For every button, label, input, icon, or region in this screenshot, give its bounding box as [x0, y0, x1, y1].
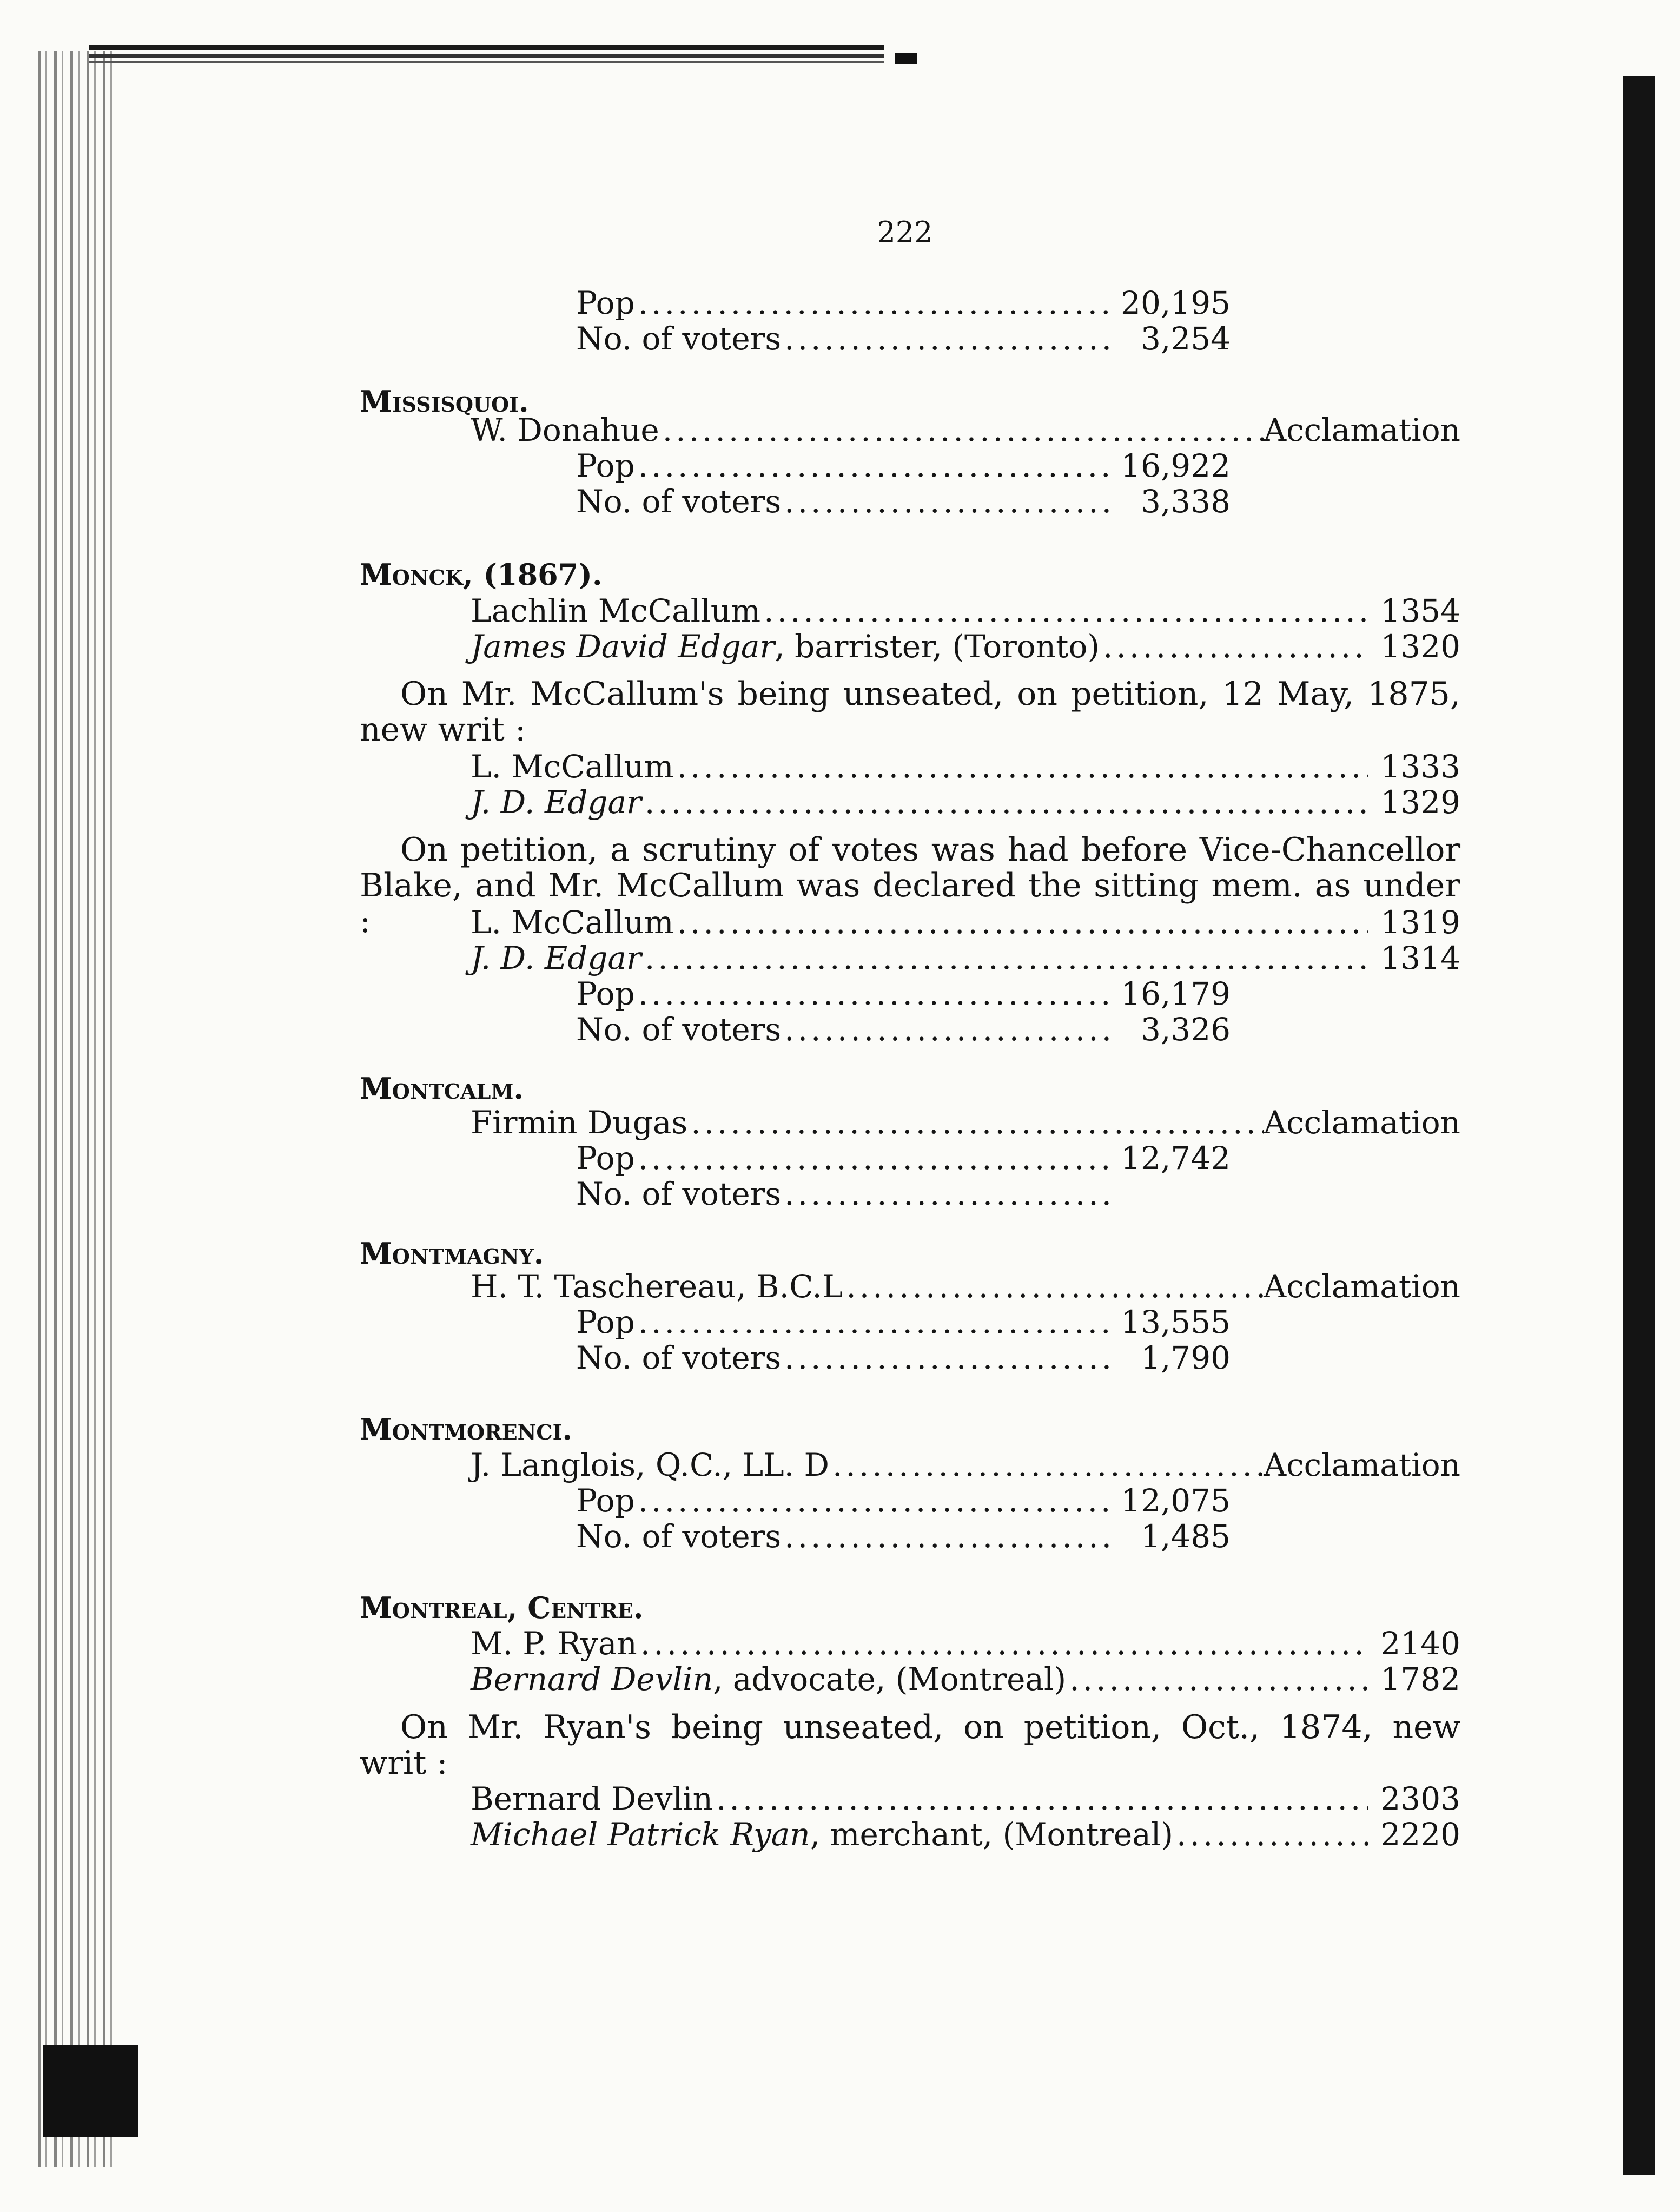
result: Acclamation: [1264, 1447, 1460, 1483]
montreal-candidate-4: [471, 1817, 1460, 1852]
pop-value: 13,555: [1121, 1304, 1231, 1341]
voters-value: 3,338: [1140, 483, 1231, 520]
pop-value: 12,742: [1121, 1140, 1231, 1177]
monck-candidate-1: [471, 593, 1460, 629]
voters-value: 3,254: [1140, 320, 1231, 357]
candidate-details: , advocate, (Montreal): [712, 1661, 1067, 1698]
section-heading-montmorenci: Montmorenci.: [360, 1412, 573, 1447]
pop-value: 20,195: [1121, 285, 1231, 321]
note-line: On Mr. McCallum's being unseated, on petition, 12 May, 1875,: [400, 675, 1460, 713]
note-line: On petition, a scrutiny of votes was had before Vice-Chancellor: [400, 831, 1460, 869]
candidate-name: J. D. Edgar: [471, 940, 641, 976]
votes: 1329: [1380, 784, 1460, 821]
monck-candidate-4: [471, 784, 1460, 820]
voters-label: No. of voters: [576, 1176, 782, 1212]
scan-left-edge: [38, 51, 119, 2167]
voters-value: 1,790: [1140, 1339, 1231, 1376]
votes: 1320: [1380, 628, 1460, 665]
montmorenci-pop-row: [576, 1483, 1231, 1518]
pop-value: 16,922: [1121, 447, 1231, 484]
pop-label: Pop: [576, 1304, 635, 1341]
votes: 1319: [1380, 904, 1460, 941]
candidate-name: Michael Patrick Ryan: [471, 1816, 810, 1853]
top-pop-row: [576, 285, 1231, 321]
scan-left-corner: [43, 2045, 138, 2137]
montmagny-voters-row: [576, 1340, 1231, 1376]
pop-label: Pop: [576, 1482, 635, 1519]
pop-label: Pop: [576, 285, 635, 321]
montcalm-pop-row: [576, 1140, 1231, 1176]
candidate-details: , barrister, (Toronto): [775, 628, 1100, 665]
pop-value: 12,075: [1121, 1482, 1231, 1519]
montreal-candidate-3: [471, 1781, 1460, 1817]
votes: 2140: [1380, 1625, 1460, 1662]
section-heading-montmagny: Montmagny.: [360, 1236, 544, 1271]
result: Acclamation: [1264, 1104, 1460, 1141]
votes: 2303: [1380, 1780, 1460, 1817]
monck-candidate-6: [471, 940, 1460, 976]
monck-candidate-3: [471, 749, 1460, 784]
section-heading-montcalm: Montcalm.: [360, 1071, 524, 1106]
voters-value: 3,326: [1140, 1011, 1231, 1048]
candidate-name: Bernard Devlin: [471, 1780, 713, 1817]
voters-label: No. of voters: [576, 320, 782, 357]
candidate-name: L. McCallum: [471, 748, 674, 785]
montreal-note: [360, 1709, 1460, 1781]
scan-top-edge: [89, 45, 884, 65]
candidate-name: J. Langlois, Q.C., LL. D: [471, 1447, 829, 1483]
candidate-name: Firmin Dugas: [471, 1104, 688, 1141]
voters-label: No. of voters: [576, 1339, 782, 1376]
pop-value: 16,179: [1121, 975, 1231, 1012]
candidate-name: L. McCallum: [471, 904, 674, 941]
monck-note-1: [360, 676, 1460, 748]
montmagny-winner-row: [471, 1269, 1460, 1304]
note-line: writ :: [360, 1744, 448, 1782]
monck-candidate-5: [471, 904, 1460, 940]
montcalm-winner-row: [471, 1105, 1460, 1140]
candidate-name: H. T. Taschereau, B.C.L: [471, 1268, 843, 1305]
voters-label: No. of voters: [576, 1518, 782, 1555]
section-heading-montreal-centre: Montreal, Centre.: [360, 1590, 644, 1625]
montmorenci-winner-row: [471, 1447, 1460, 1483]
votes: 2220: [1380, 1816, 1460, 1853]
monck-candidate-2: [471, 629, 1460, 664]
voters-value: 1,485: [1140, 1518, 1231, 1555]
pop-label: Pop: [576, 447, 635, 484]
pop-label: Pop: [576, 975, 635, 1012]
candidate-name: Bernard Devlin: [471, 1661, 713, 1698]
candidate-name: J. D. Edgar: [471, 784, 641, 821]
pop-label: Pop: [576, 1140, 635, 1177]
section-heading-monck: Monck, (1867).: [360, 557, 603, 592]
note-line: new writ :: [360, 711, 526, 749]
note-line: On Mr. Ryan's being unseated, on petition, Oct., 1874, new: [400, 1708, 1460, 1746]
candidate-details: , merchant, (Montreal): [810, 1816, 1173, 1853]
monck-voters-row: [576, 1012, 1231, 1047]
montcalm-voters-row: [576, 1176, 1231, 1212]
scan-top-mark: [895, 53, 917, 64]
candidate-name: M. P. Ryan: [471, 1625, 637, 1662]
montmorenci-voters-row: [576, 1518, 1231, 1554]
candidate-name: James David Edgar: [471, 628, 775, 665]
top-voters-row: [576, 321, 1231, 356]
voters-label: No. of voters: [576, 1011, 782, 1048]
voters-label: No. of voters: [576, 483, 782, 520]
monck-pop-row: [576, 976, 1231, 1012]
result: Acclamation: [1264, 1268, 1460, 1305]
note-line: Blake, and Mr. McCallum was declared the sitting mem. as under :: [360, 867, 1460, 940]
votes: 1333: [1380, 748, 1460, 785]
scan-right-edge: [1623, 76, 1655, 2175]
page-number: 222: [877, 215, 933, 249]
votes: 1314: [1380, 940, 1460, 976]
montreal-candidate-2: [471, 1661, 1460, 1697]
missisquoi-pop-row: [576, 448, 1231, 484]
votes: 1782: [1380, 1661, 1460, 1698]
montmagny-pop-row: [576, 1304, 1231, 1340]
candidate-name: Lachlin McCallum: [471, 592, 761, 629]
missisquoi-winner-row: [471, 412, 1460, 448]
result: Acclamation: [1264, 412, 1460, 448]
section-heading-missisquoi: Missisquoi.: [360, 384, 529, 419]
montreal-candidate-1: [471, 1626, 1460, 1661]
missisquoi-voters-row: [576, 484, 1231, 519]
votes: 1354: [1380, 592, 1460, 629]
candidate-name: W. Donahue: [471, 412, 659, 448]
